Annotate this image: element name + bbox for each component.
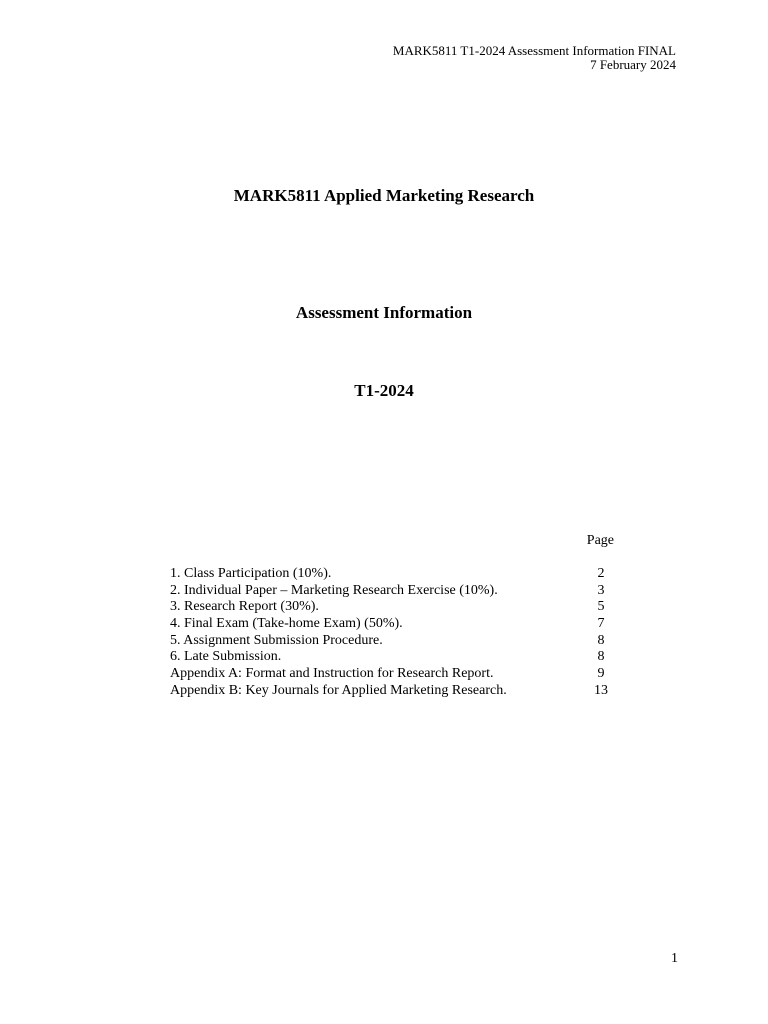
toc-entry: [170, 666, 614, 683]
document-subtitle: Assessment Information: [295, 303, 473, 322]
toc-entry-label: 5. Assignment Submission Procedure.: [170, 632, 383, 648]
toc-entry-page: 2: [597, 566, 605, 581]
toc-entry: [170, 599, 614, 616]
toc-entry-label: 4. Final Exam (Take-home Exam) (50%).: [170, 616, 403, 632]
header-doc-line: MARK5811 T1-2024 Assessment Information FINAL: [392, 43, 676, 58]
toc-entry-label: 2. Individual Paper – Marketing Research Exercise (10%).: [170, 582, 498, 598]
toc-entry: [170, 583, 614, 600]
toc-page-heading: Page: [586, 533, 614, 548]
toc-entry-label: Appendix B: Key Journals for Applied Marketing Research.: [170, 682, 507, 698]
toc-entry-page: 13: [594, 682, 608, 698]
toc-entry-label: 6. Late Submission.: [170, 649, 282, 665]
toc-entry-label: 1. Class Participation (10%).: [170, 566, 332, 581]
toc-entry-page: 8: [597, 649, 605, 665]
page-header: [393, 44, 676, 72]
toc-entry: [170, 566, 614, 583]
toc-entry-page: 9: [597, 666, 605, 682]
page-number: 1: [671, 951, 678, 966]
course-title: MARK5811 Applied Marketing Research: [233, 186, 535, 205]
header-date: 7 February 2024: [590, 57, 676, 72]
toc-entry-label: Appendix A: Format and Instruction for Research Report.: [170, 666, 494, 682]
toc-entry: [170, 616, 614, 633]
toc-entry: [170, 683, 614, 700]
toc-entry-page: 3: [597, 582, 605, 598]
toc-entry: [170, 633, 614, 650]
toc-entry-page: 5: [597, 599, 605, 615]
table-of-contents: [170, 532, 614, 700]
toc-entry-page: 8: [597, 632, 605, 648]
toc-entry-page: 7: [597, 616, 605, 632]
toc-entry: [170, 649, 614, 666]
toc-entry-label: 3. Research Report (30%).: [170, 599, 319, 615]
term-label: T1-2024: [354, 381, 414, 400]
